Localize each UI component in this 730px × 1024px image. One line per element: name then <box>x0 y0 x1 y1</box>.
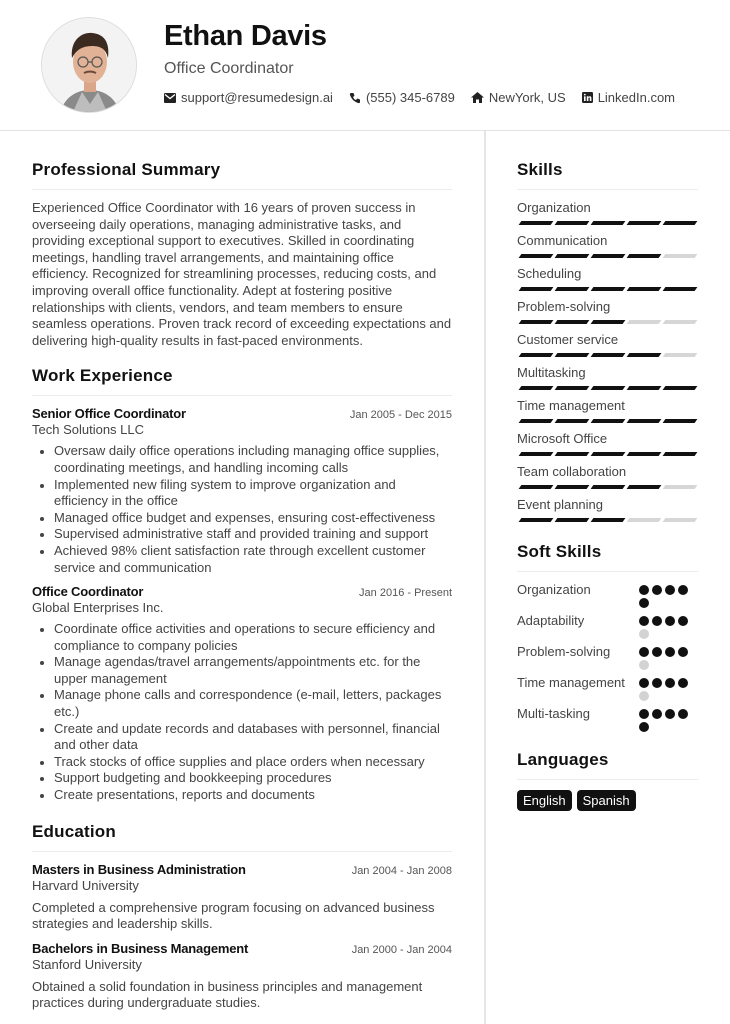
skill-level-segment <box>555 287 590 291</box>
skills-title: Skills <box>517 160 698 190</box>
rating-dot-icon <box>652 647 662 657</box>
skill-level-segment <box>519 353 554 357</box>
job-bullet: Supervised administrative staff and provided training and support <box>54 526 452 543</box>
job-entry <box>32 584 452 804</box>
skill-level-segment <box>555 419 590 423</box>
skill-level-segment <box>519 485 554 489</box>
soft-skill-rating <box>639 613 691 639</box>
skill-item <box>517 332 698 357</box>
education-header <box>32 941 452 956</box>
rating-dot-icon <box>639 598 649 608</box>
degree-title: Masters in Business Administration <box>32 861 246 877</box>
rating-dot-icon <box>639 678 649 688</box>
language-badge: English <box>517 790 572 811</box>
contact-phone[interactable] <box>349 90 455 105</box>
language-badge: Spanish <box>577 790 636 811</box>
skill-name: Event planning <box>517 497 604 512</box>
soft-skill-name: Time management <box>517 675 625 690</box>
skill-level-segment <box>555 485 590 489</box>
rating-dot-icon <box>652 585 662 595</box>
rating-dot-icon <box>678 678 688 688</box>
skill-level-segment <box>663 353 698 357</box>
rating-dot-icon <box>665 616 675 626</box>
job-date: Jan 2005 - Dec 2015 <box>349 409 452 422</box>
skill-level-segment <box>519 419 554 423</box>
skill-level-segment <box>663 221 698 225</box>
soft-skill-rating <box>639 675 691 701</box>
skill-level-bar <box>520 287 698 291</box>
education-entry <box>32 941 452 1012</box>
education-date: Jan 2004 - Jan 2008 <box>351 864 452 877</box>
job-bullet: Achieved 98% client satisfaction rate through excellent customer service and communication <box>54 543 452 576</box>
languages-title: Languages <box>517 750 698 780</box>
soft-skill-item <box>517 613 698 639</box>
skill-level-segment <box>555 386 590 390</box>
skill-level-segment <box>519 221 554 225</box>
skill-item <box>517 266 698 291</box>
rating-dot-icon <box>665 678 675 688</box>
soft-skill-rating <box>639 644 691 670</box>
skill-item <box>517 233 698 258</box>
job-bullets <box>32 621 452 804</box>
linkedin-icon <box>582 92 593 103</box>
school-name: Stanford University <box>32 956 142 972</box>
skill-level-bar <box>520 221 698 225</box>
soft-skill-item <box>517 644 698 670</box>
rating-dot-icon <box>639 660 649 670</box>
job-date: Jan 2016 - Present <box>359 587 452 600</box>
skill-level-segment <box>627 485 662 489</box>
skill-level-segment <box>663 485 698 489</box>
skill-level-segment <box>519 386 554 390</box>
rating-dot-icon <box>665 585 675 595</box>
job-bullet: Manage phone calls and correspondence (e-mail, letters, packages etc.) <box>54 687 452 720</box>
soft-skill-list <box>517 582 698 732</box>
skill-name: Microsoft Office <box>517 431 608 446</box>
skill-level-segment <box>627 221 662 225</box>
skill-level-segment <box>519 254 554 258</box>
contact-email[interactable] <box>164 90 333 105</box>
skill-level-segment <box>519 287 554 291</box>
rating-dot-icon <box>678 647 688 657</box>
skill-level-bar <box>520 320 698 324</box>
job-bullet: Manage agendas/travel arrangements/appointments etc. for the upper management <box>54 654 452 687</box>
job-bullet: Managed office budget and expenses, ensuring cost-effectiveness <box>54 510 452 527</box>
job-bullet: Support budgeting and bookkeeping procedures <box>54 770 452 787</box>
skill-name: Problem-solving <box>517 299 611 314</box>
skill-level-bar <box>520 254 698 258</box>
skill-level-bar <box>520 386 698 390</box>
rating-dot-icon <box>639 722 649 732</box>
skill-item <box>517 398 698 423</box>
experience-title: Work Experience <box>32 366 452 396</box>
job-company: Global Enterprises Inc. <box>32 600 164 616</box>
skill-level-segment <box>627 287 662 291</box>
rating-dot-icon <box>665 647 675 657</box>
education-list <box>32 862 452 1012</box>
education-header <box>32 862 452 877</box>
skill-list <box>517 200 698 522</box>
skill-level-segment <box>627 353 662 357</box>
phone-icon <box>349 92 361 104</box>
skill-level-segment <box>591 518 626 522</box>
skill-level-segment <box>591 485 626 489</box>
envelope-icon <box>164 93 176 103</box>
column-divider <box>484 131 486 1024</box>
rating-dot-icon <box>665 709 675 719</box>
skill-level-segment <box>555 452 590 456</box>
home-icon <box>471 92 484 103</box>
skill-name: Organization <box>517 200 591 215</box>
rating-dot-icon <box>639 616 649 626</box>
education-description: Completed a comprehensive program focusing on advanced business strategies and leadership skills. <box>32 899 435 932</box>
candidate-name: Ethan Davis <box>164 20 327 52</box>
rating-dot-icon <box>678 616 688 626</box>
summary-title: Professional Summary <box>32 160 452 190</box>
skill-name: Customer service <box>517 332 619 347</box>
skill-level-segment <box>591 353 626 357</box>
soft-skill-item <box>517 582 698 608</box>
skill-item <box>517 299 698 324</box>
soft-skill-name: Adaptability <box>517 613 585 628</box>
job-list <box>32 406 452 803</box>
skill-level-segment <box>627 254 662 258</box>
rating-dot-icon <box>652 678 662 688</box>
skill-level-segment <box>555 221 590 225</box>
summary-section <box>32 160 452 349</box>
skill-level-segment <box>663 287 698 291</box>
person-photo-icon <box>42 18 137 113</box>
languages-section <box>517 750 698 811</box>
soft-skill-item <box>517 675 698 701</box>
soft-skill-name: Multi-tasking <box>517 706 590 721</box>
rating-dot-icon <box>678 585 688 595</box>
education-description: Obtained a solid foundation in business principles and management practices during undergraduate studies. <box>32 978 423 1011</box>
soft-skill-rating <box>639 582 691 608</box>
candidate-role: Office Coordinator <box>164 60 294 77</box>
skill-level-segment <box>519 452 554 456</box>
skill-level-segment <box>627 452 662 456</box>
skill-level-segment <box>555 320 590 324</box>
skill-level-segment <box>555 254 590 258</box>
experience-section <box>32 366 452 803</box>
contact-linkedin-text: LinkedIn.com <box>597 90 676 105</box>
skill-name: Communication <box>517 233 608 248</box>
rating-dot-icon <box>678 709 688 719</box>
skill-item <box>517 200 698 225</box>
job-bullet: Oversaw daily office operations including managing office supplies, coordinating meetings, and handling incoming calls <box>54 443 452 476</box>
job-header <box>32 406 452 421</box>
rating-dot-icon <box>639 629 649 639</box>
job-bullets <box>32 443 452 576</box>
rating-dot-icon <box>652 709 662 719</box>
skill-item <box>517 431 698 456</box>
job-title: Senior Office Coordinator <box>32 406 186 422</box>
soft-skills-title: Soft Skills <box>517 542 698 572</box>
education-entry <box>32 862 452 933</box>
job-header <box>32 584 452 599</box>
job-title: Office Coordinator <box>32 584 144 600</box>
soft-skill-name: Problem-solving <box>517 644 611 659</box>
soft-skills-section <box>517 542 698 732</box>
skill-level-segment <box>663 386 698 390</box>
rating-dot-icon <box>639 709 649 719</box>
skill-level-segment <box>591 221 626 225</box>
contact-list <box>164 90 675 105</box>
skill-level-segment <box>663 518 698 522</box>
resume-header <box>0 0 730 131</box>
job-company: Tech Solutions LLC <box>32 422 145 438</box>
skill-level-segment <box>627 386 662 390</box>
skill-item <box>517 365 698 390</box>
skill-level-bar <box>520 518 698 522</box>
skill-level-bar <box>520 353 698 357</box>
skill-level-segment <box>627 320 662 324</box>
skill-name: Multitasking <box>517 365 586 380</box>
skill-level-segment <box>591 254 626 258</box>
skill-name: Team collaboration <box>517 464 627 479</box>
sidebar-column <box>517 160 698 811</box>
skill-item <box>517 464 698 489</box>
skill-level-bar <box>520 419 698 423</box>
skill-level-segment <box>591 419 626 423</box>
job-entry <box>32 406 452 576</box>
skill-level-segment <box>663 320 698 324</box>
job-bullet: Track stocks of office supplies and place orders when necessary <box>54 754 452 771</box>
skill-level-segment <box>627 419 662 423</box>
contact-location <box>471 90 566 105</box>
skill-level-segment <box>663 452 698 456</box>
skill-level-segment <box>555 353 590 357</box>
skill-level-segment <box>591 452 626 456</box>
skill-name: Scheduling <box>517 266 582 281</box>
contact-email-text: support@resumedesign.ai <box>181 90 333 105</box>
skill-level-bar <box>520 485 698 489</box>
skill-level-segment <box>663 254 698 258</box>
soft-skill-rating <box>639 706 691 732</box>
skill-name: Time management <box>517 398 625 413</box>
profile-photo <box>41 17 137 113</box>
main-column <box>32 160 452 1020</box>
contact-phone-text: (555) 345-6789 <box>365 90 455 105</box>
skill-level-segment <box>591 287 626 291</box>
rating-dot-icon <box>652 616 662 626</box>
job-bullet: Create and update records and databases with personnel, financial and other data <box>54 721 452 754</box>
school-name: Harvard University <box>32 877 139 893</box>
job-bullet: Create presentations, reports and documents <box>54 787 452 804</box>
skill-level-bar <box>520 452 698 456</box>
education-title: Education <box>32 822 452 852</box>
skill-level-segment <box>663 419 698 423</box>
soft-skill-item <box>517 706 698 732</box>
language-list <box>517 790 698 811</box>
skill-level-segment <box>555 518 590 522</box>
contact-linkedin[interactable] <box>582 90 675 105</box>
summary-text: Experienced Office Coordinator with 16 years of proven success in overseeing daily operations, managing administrative tasks, and providing exceptional support to executives. Skilled in coordinating meetings, handling travel arrangements, and maintaining office efficiency. Recognized for streamlining processes, reducing costs, and improving overall office functionality. Adept at fostering positive relationships with clients, vendors, and team members to ensure seamless operations. Proven track record of exceeding expectations and delivering high-quality results in fast-paced environments. <box>32 200 452 348</box>
skill-level-segment <box>627 518 662 522</box>
rating-dot-icon <box>639 647 649 657</box>
job-bullet: Implemented new filing system to improve organization and efficiency in the office <box>54 477 452 510</box>
contact-location-text: NewYork, US <box>488 90 566 105</box>
skill-item <box>517 497 698 522</box>
skill-level-segment <box>591 320 626 324</box>
skill-level-segment <box>591 386 626 390</box>
rating-dot-icon <box>639 585 649 595</box>
skills-section <box>517 160 698 522</box>
soft-skill-name: Organization <box>517 582 591 597</box>
rating-dot-icon <box>639 691 649 701</box>
skill-level-segment <box>519 320 554 324</box>
degree-title: Bachelors in Business Management <box>32 940 249 956</box>
education-section <box>32 822 452 1012</box>
job-bullet: Coordinate office activities and operations to secure efficiency and compliance to company policies <box>54 621 452 654</box>
education-date: Jan 2000 - Jan 2004 <box>351 943 452 956</box>
skill-level-segment <box>519 518 554 522</box>
